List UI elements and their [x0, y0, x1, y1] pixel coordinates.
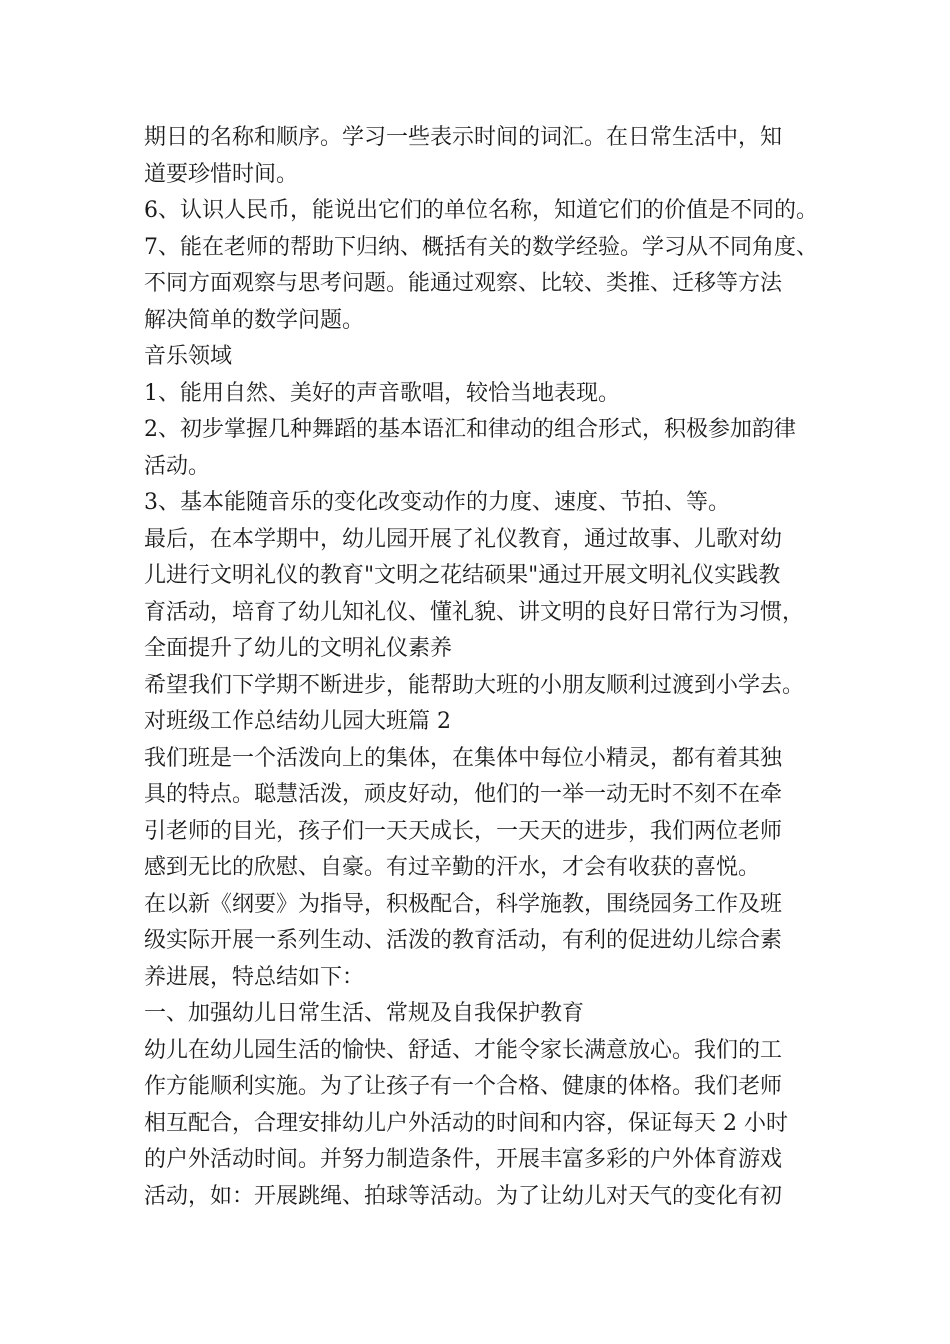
text-line: 不同方面观察与思考问题。能通过观察、比较、类推、迁移等方法: [144, 271, 783, 296]
text-line: 道要珍惜时间。: [144, 161, 299, 187]
text-line: 具的特点。聪慧活泼，顽皮好动，他们的一举一动无时不刻不在牵: [144, 782, 783, 807]
text-line: 引老师的目光，孩子们一天天成长，一天天的进步，我们两位老师: [144, 818, 783, 844]
text-line: 7、能在老师的帮助下归纳、概括有关的数学经验。学习从不同角度、: [144, 234, 818, 260]
text-line: 期日的名称和顺序。学习一些表示时间的词汇。在日常生活中，知: [144, 125, 783, 150]
text-line: 活动。: [144, 453, 211, 479]
text-line: 我们班是一个活泼向上的集体，在集体中每位小精灵，都有着其独: [144, 745, 783, 771]
section-heading-daily-life: 一、加强幼儿日常生活、常规及自我保护教育: [144, 1001, 585, 1026]
section-heading-music: 音乐领域: [144, 344, 233, 369]
text-line: 活动，如：开展跳绳、拍球等活动。为了让幼儿对天气的变化有初: [144, 1183, 783, 1209]
text-line: 在以新《纲要》为指导，积极配合，科学施教，围绕园务工作及班: [144, 891, 783, 917]
text-line: 级实际开展一系列生动、活泼的教育活动，有利的促进幼儿综合素: [144, 928, 783, 953]
text-line: 最后，在本学期中，幼儿园开展了礼仪教育，通过故事、儿歌对幼: [144, 526, 783, 552]
text-line: 作方能顺利实施。为了让孩子有一个合格、健康的体格。我们老师: [144, 1074, 783, 1099]
text-line: 儿进行文明礼仪的教育"文明之花结硕果"通过开展文明礼仪实践教: [144, 563, 781, 588]
document-body: [144, 120, 824, 1215]
text-line: 3、基本能随音乐的变化改变动作的力度、速度、节拍、等。: [144, 490, 730, 515]
text-line: 解决简单的数学问题。: [144, 307, 365, 333]
text-line: 养进展，特总结如下：: [144, 964, 365, 990]
text-line: 全面提升了幼儿的文明礼仪素养: [144, 636, 453, 661]
text-line: 1、能用自然、美好的声音歌唱，较恰当地表现。: [144, 380, 620, 406]
text-line: 的户外活动时间。并努力制造条件，开展丰富多彩的户外体育游戏: [144, 1147, 783, 1172]
text-line: 育活动，培育了幼儿知礼仪、懂礼貌、讲文明的良好日常行为习惯，: [144, 599, 805, 625]
text-line: 相互配合，合理安排幼儿户外活动的时间和内容，保证每天 2 小时: [144, 1110, 788, 1136]
text-line: 幼儿在幼儿园生活的愉快、舒适、才能令家长满意放心。我们的工: [144, 1037, 783, 1063]
text-line: 2、初步掌握几种舞蹈的基本语汇和律动的组合形式，积极参加韵律: [144, 417, 796, 442]
text-line: 6、认识人民币，能说出它们的单位名称，知道它们的价值是不同的。: [144, 198, 818, 223]
article-title: 对班级工作总结幼儿园大班篇 2: [144, 709, 451, 734]
text-line: 希望我们下学期不断进步，能帮助大班的小朋友顺利过渡到小学去。: [144, 672, 805, 698]
text-line: 感到无比的欣慰、自豪。有过辛勤的汗水，才会有收获的喜悦。: [144, 855, 761, 880]
